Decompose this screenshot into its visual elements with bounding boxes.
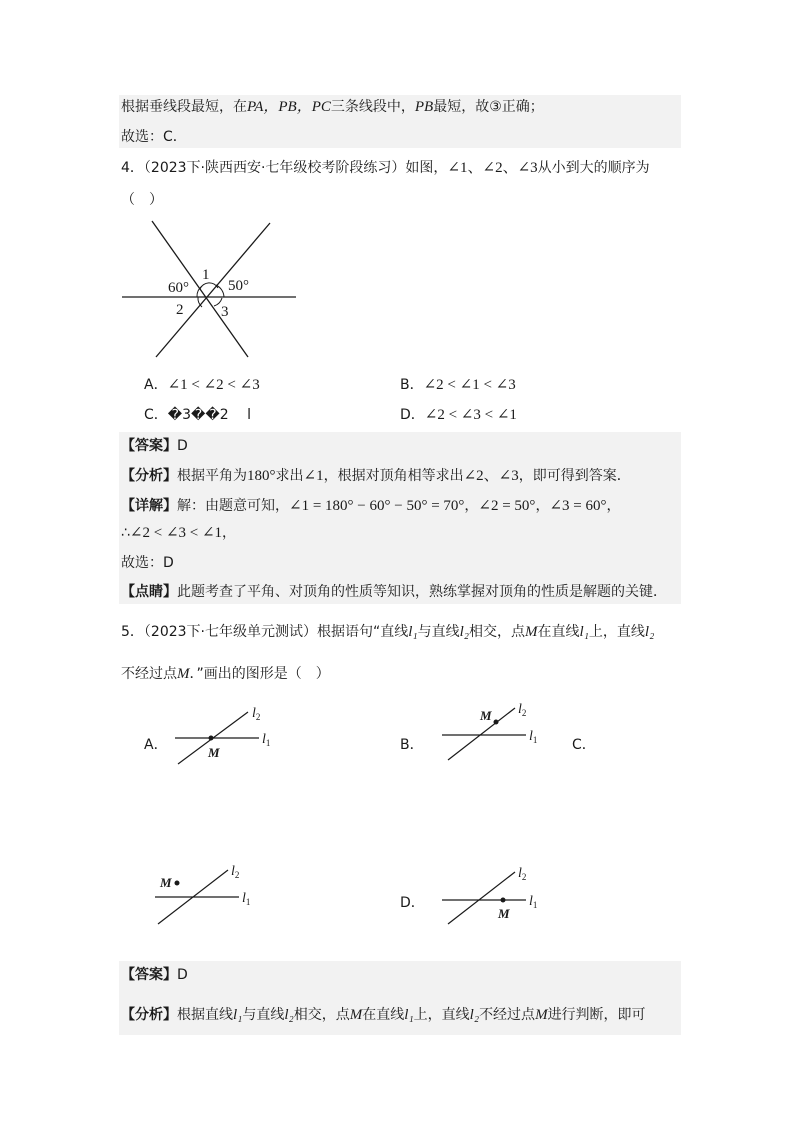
q5-option-a-label[interactable]: A． [144, 737, 168, 753]
q5b-point-m [494, 720, 499, 725]
q5d-label-m: M [498, 906, 510, 921]
q5b-label-l2: $l_2$ [518, 702, 527, 718]
previous-solution-line-2: 故选：C． [121, 129, 187, 145]
q5a-label-l2: $l_2$ [252, 706, 261, 722]
q5-answer: 【答案】D [121, 967, 188, 983]
q5d-label-l1: $l_1$ [529, 894, 538, 910]
q5-figure-b[interactable] [442, 700, 552, 770]
q4-analysis: 【分析】根据平角为180°求出∠1，根据对顶角相等求出∠2、∠3，即可得到答案． [121, 468, 631, 484]
q4-angle-figure [120, 215, 300, 360]
q4-label-60: 60° [168, 280, 189, 296]
q5-option-d-label[interactable]: D． [400, 895, 425, 911]
q4-choose: 故选：D [121, 555, 174, 571]
q5b-label-l1: $l_1$ [529, 729, 538, 745]
q4-comment: 【点睛】此题考查了平角、对顶角的性质等知识，熟练掌握对顶角的性质是解题的关键． [121, 584, 667, 600]
q5-option-c-label[interactable]: C． [572, 737, 596, 753]
q5b-label-m: M [480, 708, 492, 723]
q4-arc-2 [198, 297, 202, 307]
q5-analysis: 【分析】根据直线l₁与直线l₂相交，点M在直线l₁上，直线l₂不经过点M进行判断，即可 [121, 1007, 646, 1023]
q4-option-a[interactable]: A．∠1 < ∠2 < ∠3 [144, 377, 260, 393]
q4-therefore: ∴∠2 < ∠3 < ∠1， [121, 525, 237, 541]
q5-stem-line-2: 不经过点M．”画出的图形是（ ） [121, 666, 330, 682]
q4-answer: 【答案】D [121, 438, 188, 454]
q5c-label-l2: $l_2$ [231, 864, 240, 880]
q5-figure-a[interactable] [175, 702, 285, 772]
q4-detail: 【详解】解：由题意可知，∠1 = 180° − 60° − 50° = 70°，∠2 = 50°，∠3 = 60°， [121, 498, 621, 514]
q5a-label-l1: $l_1$ [262, 732, 271, 748]
q4-solution-block [119, 432, 681, 604]
q5a-point-m [209, 736, 214, 741]
q5c-label-l1: $l_1$ [242, 891, 251, 907]
q5d-label-l2: $l_2$ [518, 866, 527, 882]
q4-label-3: 3 [221, 304, 229, 320]
q5d-point-m [501, 898, 506, 903]
q5-figure-c[interactable] [155, 862, 265, 932]
q5-figure-d[interactable] [442, 864, 552, 934]
q5-option-b-label[interactable]: B． [400, 737, 424, 753]
q4-label-50: 50° [228, 278, 249, 294]
q5a-label-m: M [208, 745, 220, 760]
q4-stem: 4．（2023下·陕西西安·七年级校考阶段练习）如图，∠1、∠2、∠3从小到大的顺序为 [121, 160, 650, 176]
q4-label-1: 1 [202, 267, 210, 283]
q4-label-2: 2 [176, 302, 184, 318]
q4-paren: （ ） [121, 192, 163, 208]
q5c-point-m [175, 881, 180, 886]
q4-option-b[interactable]: B．∠2 < ∠1 < ∠3 [400, 377, 516, 393]
previous-solution-line-1: 根据垂线段最短，在PA，PB，PC三条线段中，PB最短，故③正确； [121, 99, 544, 115]
q5c-label-m: M [160, 875, 172, 890]
q4-option-d[interactable]: D．∠2 < ∠3 < ∠1 [400, 407, 517, 423]
q5-stem: 5．（2023下·七年级单元测试）根据语句“直线l₁与直线l₂相交，点M在直线l₁上，直线l₂ [121, 624, 655, 640]
q4-option-c[interactable]: C．�3��2 l [144, 407, 252, 423]
